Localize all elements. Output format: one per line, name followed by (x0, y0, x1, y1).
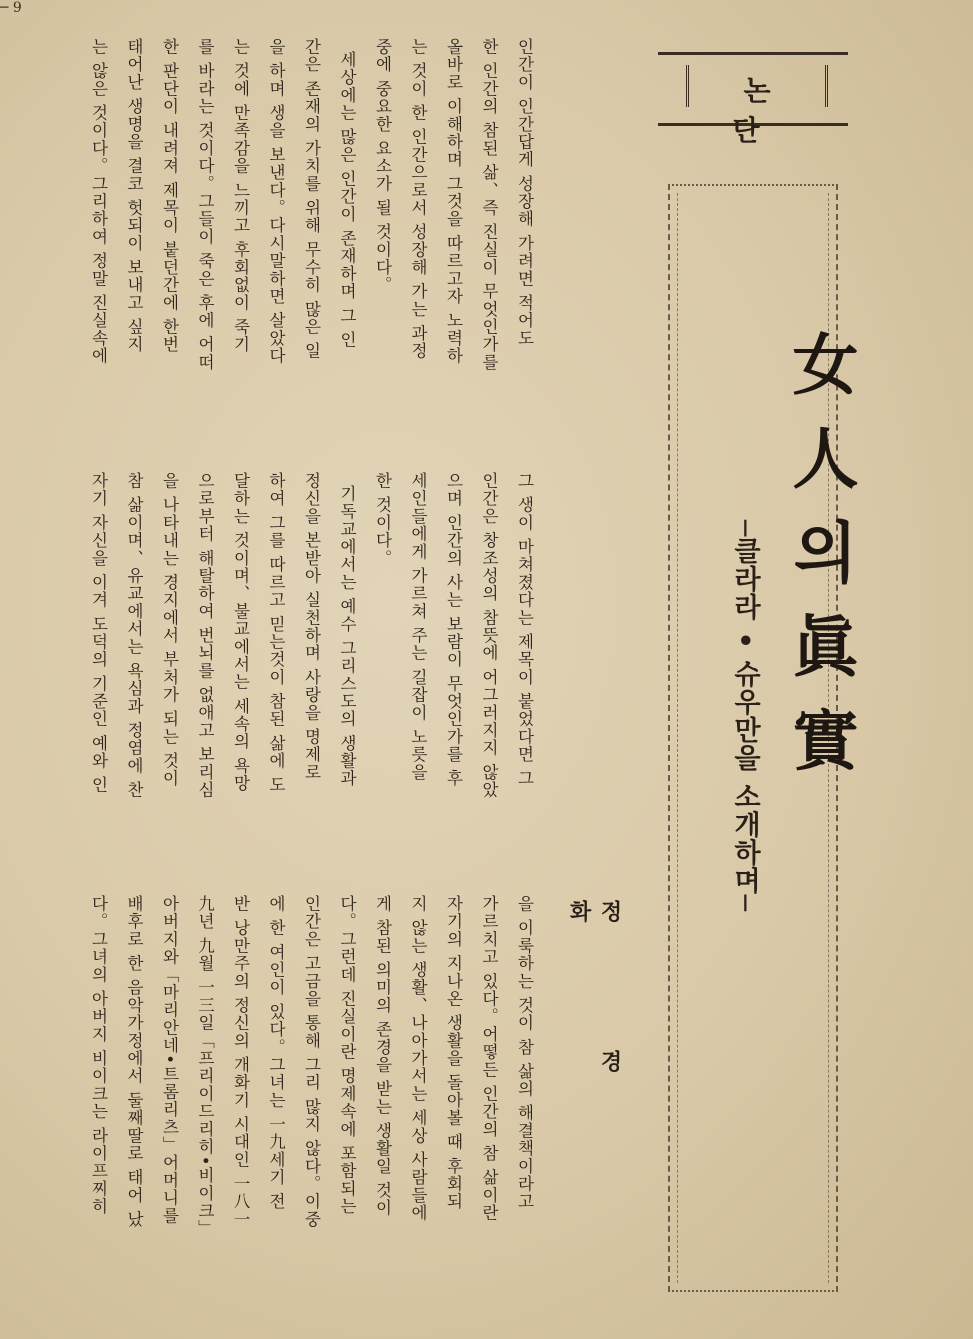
body-line: 참 삶이며、유교에서는 욕심과 정염에 찬 (124, 472, 144, 799)
body-line: 을 나타내는 경지에서 부처가 되는 것이 (160, 472, 179, 788)
body-line: 정신을 본받아 실천하며 사랑을 명제로 (302, 472, 321, 781)
body-line: 기독교에서는 예수 그리스도의 생활과 (337, 472, 357, 788)
body-line: 그 생이 마쳐졌다는 제목이 붙었다면 그 (515, 472, 534, 788)
article-title: 女人의眞實 (781, 330, 859, 800)
article-author: 정경화 (566, 900, 622, 1200)
body-tier-3-text (81, 895, 543, 1325)
body-line: 배후로 한 음악가정에서 둘째딸로 태어 났 (124, 895, 144, 1229)
body-line: 을 하며 생을 보낸다。다시말하면 살았다 (266, 38, 286, 365)
body-line: 는 않은 것이다。그리하여 정말 진실속에 (89, 38, 108, 365)
body-line: 인간은 창조성의 참뜻에 어그러지지 않았 (479, 472, 499, 799)
body-line: 세상에는 많은 인간이 존재하며 그 인 (337, 38, 357, 349)
section-rubric-box (686, 65, 828, 147)
body-line: 인간은 고금을 통해 그리 많지 않다。이중 (302, 895, 321, 1229)
body-tier-3 (70, 895, 542, 1325)
body-line: 아버지와「마리안네•트롬리츠」어머니를 (160, 895, 179, 1225)
body-line: 에 한 여인이 있다。그녀는 一九세기 전 (266, 895, 286, 1211)
body-tier-1-text (81, 38, 543, 443)
body-line: 다。그녀의 아버지 비이크는 라이프찌히 (89, 895, 108, 1216)
body-line: 태어난 생명을 결코 헛되이 보내고 싶지 (124, 38, 144, 354)
body-line: 중에 중요한 요소가 될 것이다。 (373, 38, 392, 294)
section-rubric (658, 52, 848, 147)
body-tier-1 (70, 38, 542, 443)
body-line: 는 것에 만족감을 느끼고 후회없이 죽기 (231, 38, 250, 354)
body-line: 한 판단이 내려져 제목이 붙던간에 한번 (160, 38, 179, 354)
body-line: 으로부터 해탈하여 번뇌를 없애고 보리심 (195, 472, 215, 799)
body-line: 하여 그를 따르고 믿는것이 참된 삶에 도 (266, 472, 286, 794)
body-line: 지 않는 생활、나아가서는 세상 사람들에 (408, 895, 428, 1222)
body-line: 자기 자신을 이겨 도덕의 기준인 예와 인 (89, 472, 108, 794)
section-label: 논 단 (732, 74, 793, 147)
body-line: 한 것이다。 (373, 472, 392, 567)
body-line: 인간이 인간답게 성장해 가려면 적어도 (515, 38, 534, 347)
body-line: 가르치고 있다。어떻든 인간의 참 삶이란 (479, 895, 499, 1222)
body-line: 반 낭만주의 정신의 개화기 시대인 一八一 (231, 895, 250, 1229)
body-line: 으며 인간의 사는 보람이 무엇인가를 후 (444, 472, 463, 788)
body-line: 다。그런데 진실이란 명제속에 포함되는 (337, 895, 357, 1216)
body-line: 간은 존재의 가치를 위해 무수히 많은 일 (302, 38, 321, 360)
body-line: 올바로 이해하며 그것을 따르고자 노력하 (444, 38, 463, 365)
body-line: 를 바라는 것이다。그들이 죽은 후에 어떠 (195, 38, 215, 372)
page-number-fragment: ─ 9 (0, 0, 22, 16)
body-line: 달하는 것이며、불교에서는 세속의 욕망 (231, 472, 250, 793)
body-line: 자기의 지나온 생활을 돌아볼 때 후회되 (444, 895, 463, 1211)
article-subtitle: ─클라라 • 슈우만을 소개하며─ (729, 520, 760, 912)
body-line: 九년 九월 一三일「프리이드리히•비이크」 (195, 895, 215, 1238)
body-line: 한 인간의 참된 삶、즉 진실이 무엇인가를 (479, 38, 499, 372)
body-line: 세인들에게 가르쳐 주는 길잡이 노릇을 (408, 472, 428, 781)
body-line: 는 것이 한 인간으로서 성장해 가는 과정 (408, 38, 428, 360)
body-tier-2 (70, 472, 542, 877)
body-line: 을 이룩하는 것이 참 삶의 해결책이라고 (515, 895, 534, 1211)
body-tier-2-text (81, 472, 543, 877)
body-line: 게 참된 의미의 존경을 받는 생활일 것이 (373, 895, 392, 1217)
